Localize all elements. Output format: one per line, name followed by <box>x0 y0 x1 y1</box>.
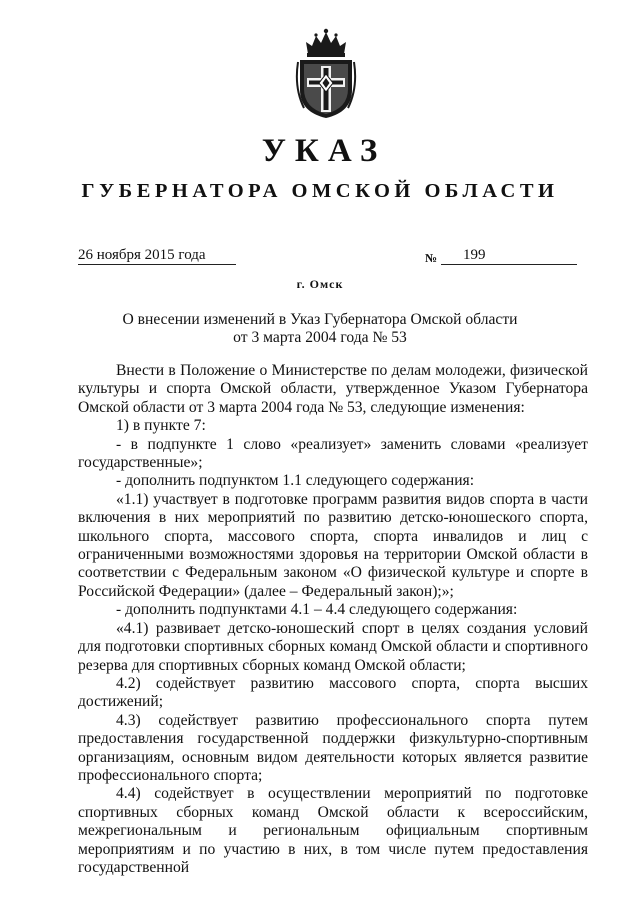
document-title-line-2: от 3 марта 2004 года № 53 <box>233 329 407 346</box>
paragraph-item-1: 1) в пункте 7: <box>116 417 206 435</box>
decree-date: 26 ноября 2015 года <box>78 246 236 265</box>
paragraph-intro: Внести в Положение о Министерстве по делам молодежи, физической культуры и спорта Омской области, утвержденное Указом Губернатора Омской области от 3 марта 2004 года № 53, следующие изменения: <box>78 362 588 416</box>
paragraph-text-1-1: «1.1) участвует в подготовке программ развития видов спорта в части включения в них мероприятий по развитию детско-юношеского спорта, школьного спорта, массового спорта, спорта инвалидов и лиц с ограниченными возможностями здоровья на территории Омской области в соответствии с Федеральным законом «О физической культуре и спорте в Российской Федерации» (далее – Федеральный закон);»; <box>78 490 588 600</box>
number-label: № <box>425 251 438 265</box>
coat-of-arms-emblem <box>294 28 358 120</box>
city-label: г. Омск <box>296 277 344 291</box>
issuer-subtitle: ГУБЕРНАТОРА ОМСКОЙ ОБЛАСТИ <box>81 180 559 202</box>
paragraph-add-1-1: - дополнить подпунктом 1.1 следующего содержания: <box>116 472 475 490</box>
document-title-line-1: О внесении изменений в Указ Губернатора Омской области <box>122 311 518 328</box>
document-title <box>0 311 640 347</box>
decree-number: 199 <box>463 247 486 263</box>
page-title: УКАЗ <box>261 133 387 169</box>
paragraph-text-4-4: 4.4) содействует в осуществлении мероприятий по подготовке спортивных сборных команд Омской области к всероссийским, межрегиональным и региональным официальным спортивным мероприятиям и по участию в них, в том числе путем предоставления государственной <box>78 785 588 876</box>
paragraph-text-4-3: 4.3) содействует развитию профессионального спорта путем предоставления государственной поддержки физкультурно-спортивным организациям, основным видом деятельности которых является развитие профессионального спорта; <box>78 711 588 784</box>
paragraph-text-4-2: 4.2) содействует развитию массового спорта, спорта высших достижений; <box>78 674 588 711</box>
number-underline <box>441 264 577 265</box>
paragraph-text-4-1: «4.1) развивает детско-юношеский спорт в целях создания условий для подготовки спортивных сборных команд Омской области и спортивного резерва для спортивных сборных команд Омской области; <box>78 619 588 674</box>
paragraph-add-4-1-4-4: - дополнить подпунктами 4.1 – 4.4 следующего содержания: <box>116 601 518 619</box>
paragraph-subitem-1: - в подпункте 1 слово «реализует» заменить словами «реализует государственные»; <box>78 435 588 472</box>
document-body <box>78 362 588 877</box>
